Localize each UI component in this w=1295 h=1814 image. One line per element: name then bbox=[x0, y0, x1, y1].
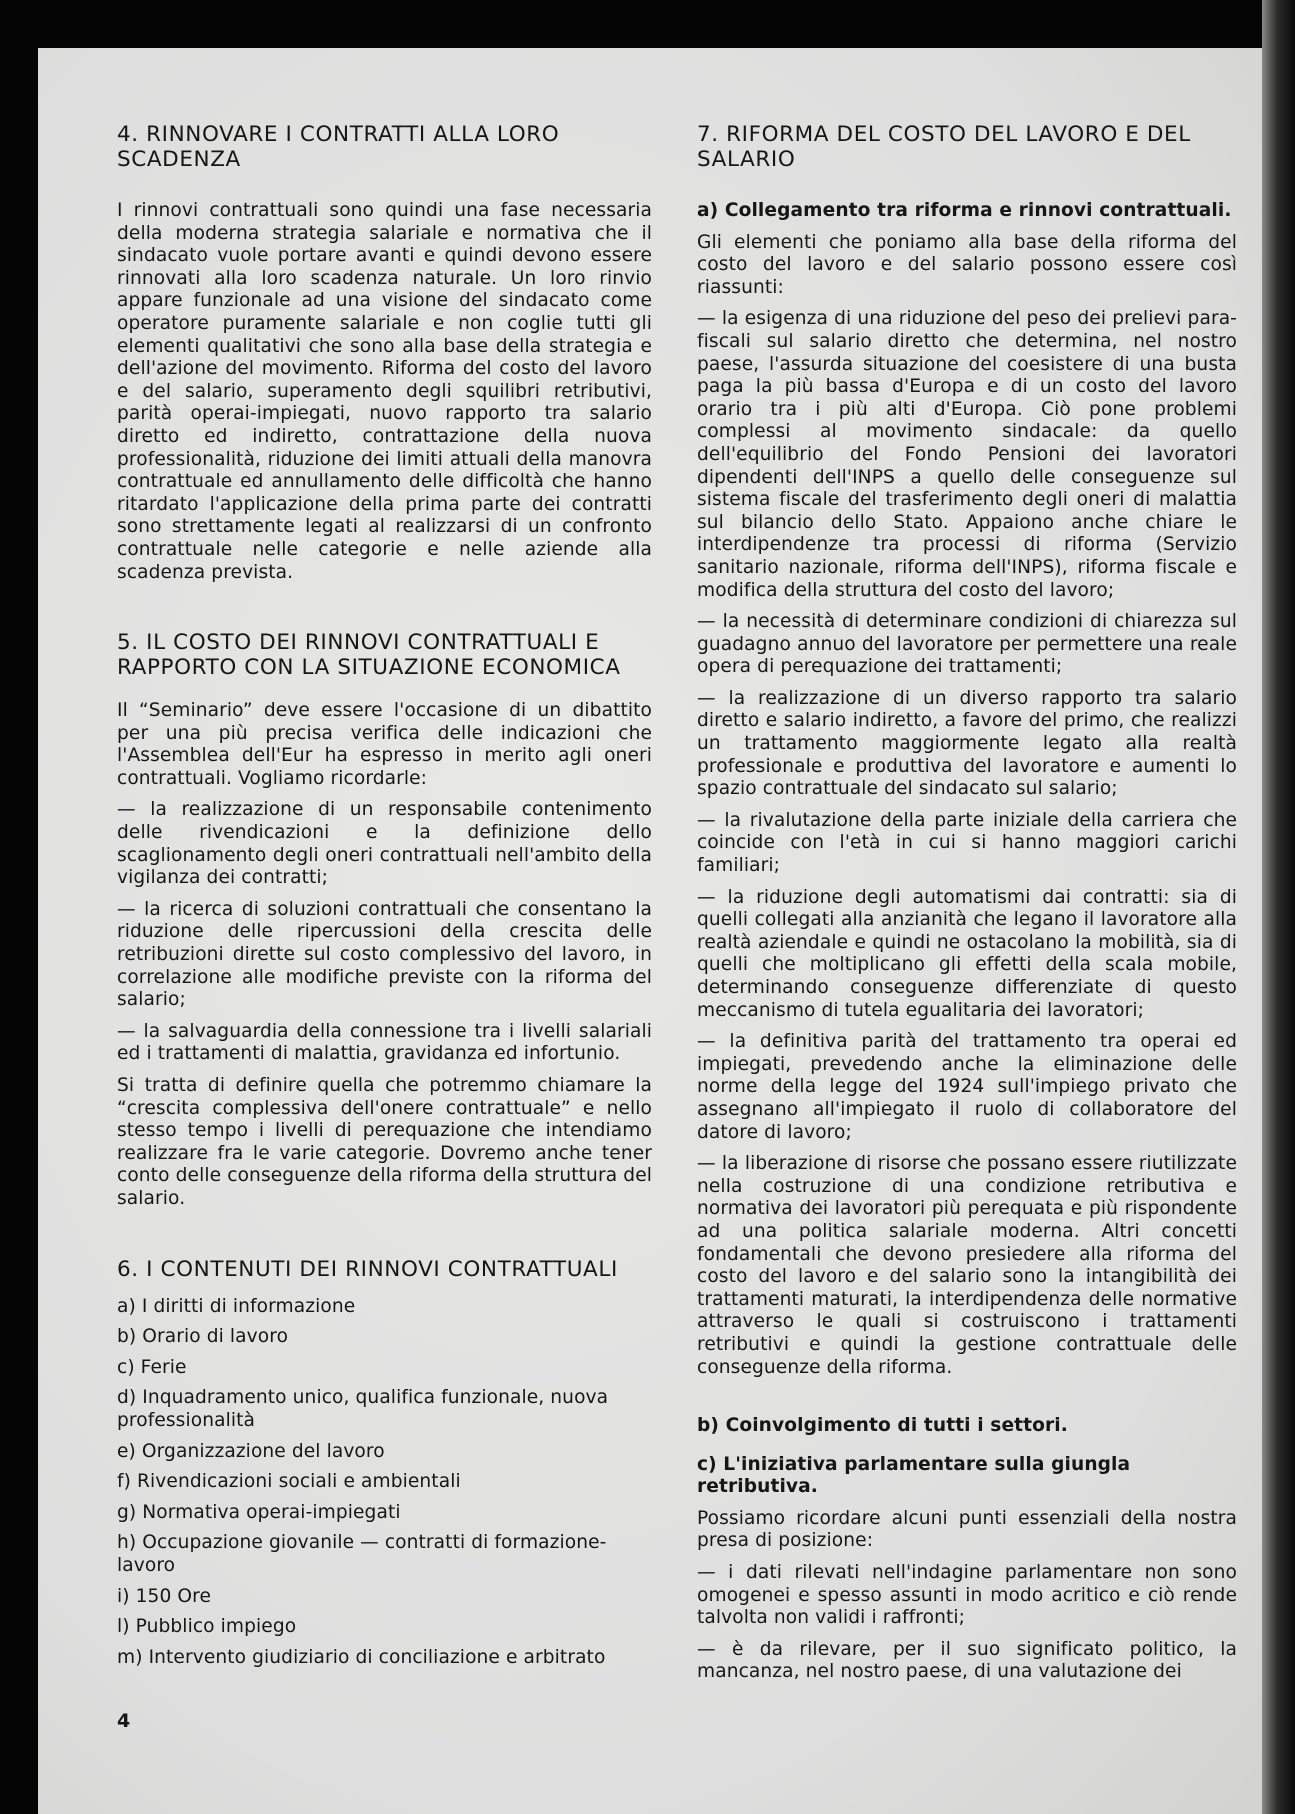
section-7-dash-6: — la definitiva parità del trattamento tra operai ed impiegati, prevedendo anche la eliminazione delle norme della legge del 1924 sull'impiego privato che assegnano all'impiegato il ruolo di collaboratore del datore di lavoro; bbox=[697, 1031, 1237, 1143]
list-item: b) Orario di lavoro bbox=[117, 1326, 289, 1348]
section-5-conclusion: Si tratta di definire quella che potremmo chiamare la “crescita complessiva dell'onere contrattuale” e nello stesso tempo i livelli di perequazione che intendiamo realizzare fra le varie categorie. Dovremo anche tener conto delle conseguenze della riforma della struttura del salario. bbox=[117, 1075, 652, 1209]
subsection-b-title: b) Coinvolgimento di tutti i settori. bbox=[697, 1415, 1068, 1437]
section-5-intro: Il “Seminario” deve essere l'occasione di un dibattito per una più precisa verifica delle indicazioni che l'Assemblea dell'Eur ha espresso in merito agli oneri contrattuali. Vogliamo ricordarle: bbox=[117, 700, 652, 789]
subsection-c-dash-1: — i dati rilevati nell'indagine parlamentare non sono omogenei e spesso assunti in modo acritico e ciò rende talvolta non validi i raffronti; bbox=[697, 1562, 1237, 1629]
right-column bbox=[697, 122, 1237, 1684]
section-7-dash-5: — la riduzione degli automatismi dai contratti: sia di quelli collegati alla anzianità che legano il lavoratore alla realtà aziendale e quindi ne ostacolano la mobilità, sia di quelli che moltiplicano gli effetti della scala mobile, determinando conseguenze differenziate di questo meccanismo di tutela egualitaria dei lavoratori; bbox=[697, 886, 1237, 1021]
subsection-c-intro: Possiamo ricordare alcuni punti essenziali della nostra presa di posizione: bbox=[697, 1507, 1237, 1552]
section-4-title: 4. RINNOVARE I CONTRATTI ALLA LORO SCADENZA bbox=[117, 122, 560, 172]
section-7-intro: Gli elementi che poniamo alla base della riforma del costo del lavoro e del salario possono essere così riassunti: bbox=[697, 231, 1237, 298]
section-6-title: 6. I CONTENUTI DEI RINNOVI CONTRATTUALI bbox=[117, 1256, 618, 1282]
page-edge-shadow bbox=[1262, 0, 1295, 1814]
section-5-dash-2: — la ricerca di soluzioni contrattuali che consentano la riduzione delle ripercussioni della crescita delle retribuzioni dirette sul costo complessivo del lavoro, in correlazione alle modifiche previste con la riforma del salario; bbox=[117, 898, 652, 1011]
subsection-c-dash-2: — è da rilevare, per il suo significato politico, la mancanza, nel nostro paese, di una valutazione dei bbox=[697, 1638, 1237, 1683]
list-item: m) Intervento giudiziario di conciliazione e arbitrato bbox=[117, 1646, 606, 1668]
list-item: e) Organizzazione del lavoro bbox=[117, 1440, 385, 1462]
list-item: c) Ferie bbox=[117, 1356, 187, 1378]
section-7-title: 7. RIFORMA DEL COSTO DEL LAVORO E DEL SALARIO bbox=[697, 122, 1191, 172]
list-item: f) Rivendicazioni sociali e ambientali bbox=[117, 1471, 461, 1493]
section-5-dash-3: — la salvaguardia della connessione tra i livelli salariali ed i trattamenti di malattia, gravidanza ed infortunio. bbox=[117, 1020, 652, 1065]
list-item: a) I diritti di informazione bbox=[117, 1295, 356, 1317]
section-7-dash-4: — la rivalutazione della parte iniziale della carriera che coincide con l'età in cui si hanno maggiori carichi familiari; bbox=[697, 809, 1237, 877]
left-column bbox=[117, 122, 652, 1677]
list-item: h) Occupazione giovanile — contratti di formazione-lavoro bbox=[117, 1532, 607, 1576]
subsection-c-title: c) L'iniziativa parlamentare sulla giungla retributiva. bbox=[697, 1453, 1131, 1498]
list-item: g) Normativa operai-impiegati bbox=[117, 1501, 401, 1523]
section-7-dash-1: — la esigenza di una riduzione del peso dei prelievi para-fiscali sul salario diretto che determina, nel nostro paese, l'assurda situazione del coesistere di una busta paga la più bassa d'Europa e di un costo del lavoro orario tra i più alti d'Europa. Ciò pone problemi complessi al movimento sindacale: da quello dell'equilibrio del Fondo Pensioni dei lavoratori dipendenti dell'INPS a quello delle conseguenze sul sistema fiscale del trasferimento degli oneri di malattia sul bilancio dello Stato. Appaiono anche chiare le interdipendenze tra processi di riforma (Servizio sanitario nazionale, riforma dell'INPS), riforma fiscale e modifica della struttura del costo del lavoro; bbox=[697, 308, 1237, 601]
subsection-a-title: a) Collegamento tra riforma e rinnovi contrattuali. bbox=[697, 200, 1232, 221]
section-6-list bbox=[117, 1296, 652, 1670]
list-item: l) Pubblico impiego bbox=[117, 1616, 297, 1638]
section-7-dash-3: — la realizzazione di un diverso rapporto tra salario diretto e salario indiretto, a favore del primo, che realizzi un trattamento maggiormente legato alla realtà professionale e produttiva del lavoratore e aumenti lo spazio contrattuale del sindacato sul salario; bbox=[697, 687, 1237, 800]
section-4-paragraph: I rinnovi contrattuali sono quindi una fase necessaria della moderna strategia salariale e normativa che il sindacato vuole portare avanti e quindi devono essere rinnovati alla loro scadenza naturale. Un loro rinvio appare funzionale ad una visione del sindacato come operatore puramente salariale e non coglie tutti gli elementi qualitativi che sono alla base della strategia e dell'azione del movimento. Riforma del costo del lavoro e del salario, superamento degli squilibri retributivi, parità operai-impiegati, nuovo rapporto tra salario diretto ed indiretto, contrattazione della nuova professionalità, riduzione dei limiti attuali della manovra contrattuale ed annullamento delle difficoltà che hanno ritardato l'applicazione della prima parte dei contratti sono strettamente legati al realizzarsi di un confronto contrattuale nelle categorie e nelle aziende alla scadenza prevista. bbox=[117, 200, 652, 583]
list-item: d) Inquadramento unico, qualifica funzionale, nuova professionalità bbox=[117, 1387, 609, 1431]
page-number: 4 bbox=[117, 1710, 131, 1732]
list-item: i) 150 Ore bbox=[117, 1585, 212, 1607]
section-7-dash-2: — la necessità di determinare condizioni di chiarezza sul guadagno annuo del lavoratore per permettere una reale opera di perequazione dei trattamenti; bbox=[697, 611, 1237, 678]
section-5-title: 5. IL COSTO DEI RINNOVI CONTRATTUALI E RAPPORTO CON LA SITUAZIONE ECONOMICA bbox=[117, 630, 621, 681]
section-5-dash-1: — la realizzazione di un responsabile contenimento delle rivendicazioni e la definizione dello scaglionamento degli oneri contrattuali nell'ambito della vigilanza dei contratti; bbox=[117, 799, 652, 889]
section-7-dash-7: — la liberazione di risorse che possano essere riutilizzate nella costruzione di una condizione retributiva e normativa dei lavoratori più perequata e più rispondente ad una politica salariale moderna. Altri concetti fondamentali che devono presiedere alla riforma del costo del lavoro e del salario sono la intangibilità dei trattamenti maturati, la interdipendenza delle normative attraverso le quali si costruiscono i trattamenti retributivi e quindi la gestione contrattuale delle conseguenze della riforma. bbox=[697, 1153, 1237, 1378]
